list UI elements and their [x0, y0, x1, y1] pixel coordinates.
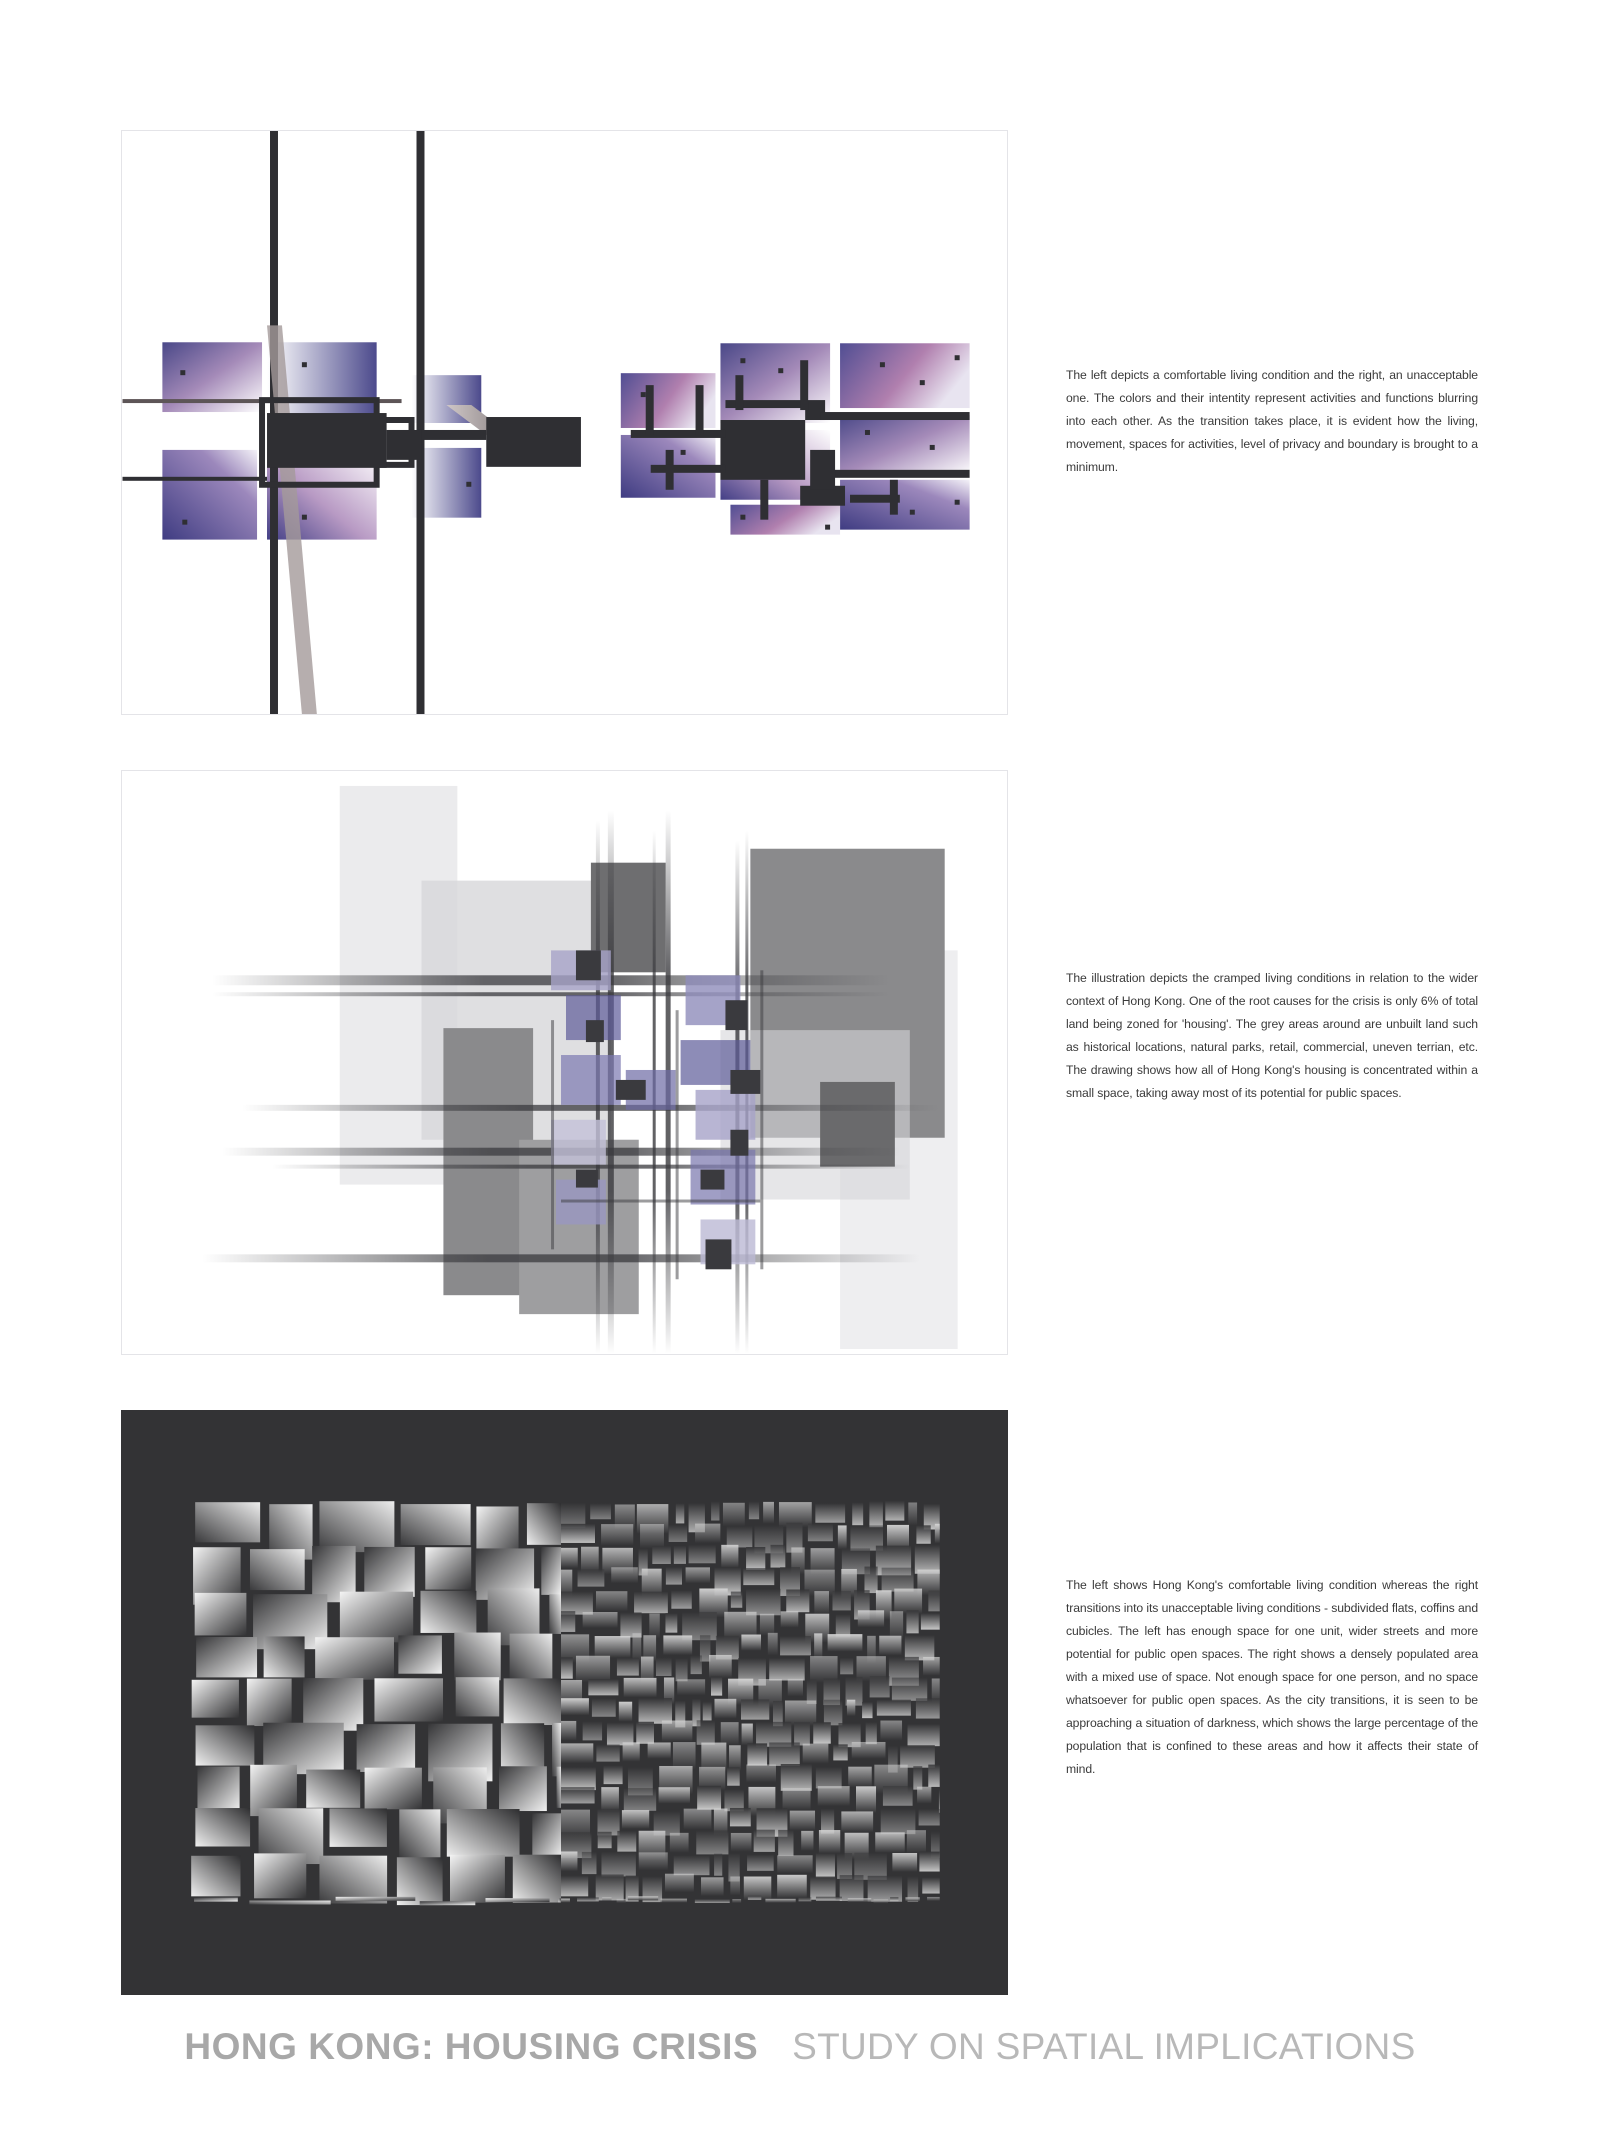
gradient-sliver: [673, 1742, 696, 1769]
gradient-sliver: [607, 1722, 634, 1745]
gradient-sliver: [583, 1721, 602, 1740]
gradient-sliver: [837, 1853, 852, 1879]
gradient-block: [485, 1898, 549, 1902]
gradient-block: [364, 1547, 414, 1597]
gradient-sliver: [583, 1612, 618, 1628]
gradient-sliver: [732, 1899, 741, 1903]
gradient-sliver: [907, 1830, 926, 1853]
gradient-sliver: [660, 1899, 687, 1903]
gradient-sliver: [596, 1875, 624, 1901]
gradient-sliver: [841, 1811, 873, 1832]
gradient-sliver: [649, 1614, 659, 1639]
gradient-block: [456, 1677, 500, 1716]
gradient-block: [191, 1856, 240, 1897]
gradient-sliver: [601, 1852, 635, 1877]
gradient-sliver: [743, 1568, 774, 1585]
circulation-paths: [123, 131, 581, 714]
gradient-block: [195, 1808, 250, 1846]
figure-3-description: The left shows Hong Kong's comfortable living condition whereas the right transitions into its unacceptable living conditions - subdivided flats, coffins and cubicles. The left has enough space for one unit, wider streets and more potential for public open spaces. The right shows a densely populated area with a mixed use of space. Not enough space for one person, and no space whatsoever for public open spaces. As the city transitions, it is seen to be approaching a situation of darkness, which shows the large percentage of the population that is confined to these areas and how it affects their state of mind.: [1066, 1578, 1478, 1776]
poster-title-main: HONG KONG: HOUSING CRISIS: [184, 2026, 759, 2067]
gradient-sliver: [697, 1720, 715, 1745]
gradient-sliver: [875, 1832, 904, 1852]
figure-density-gradient: [121, 1410, 1008, 1995]
gradient-sliver: [695, 1899, 730, 1903]
figure-hong-kong-context: [121, 770, 1008, 1355]
gradient-sliver: [596, 1744, 619, 1761]
gradient-sliver: [561, 1548, 578, 1568]
gradient-sliver: [769, 1742, 800, 1765]
gradient-sliver: [852, 1742, 886, 1759]
gradient-sliver: [582, 1852, 597, 1874]
gradient-block: [549, 1594, 561, 1634]
gradient-sliver: [833, 1744, 847, 1760]
gradient-block: [399, 1809, 440, 1858]
gradient-sliver: [561, 1524, 595, 1543]
gradient-block: [357, 1724, 415, 1772]
gradient-sliver: [858, 1610, 884, 1627]
gradient-sliver: [730, 1877, 740, 1896]
gradient-block: [254, 1853, 306, 1898]
gradient-sliver: [906, 1610, 918, 1633]
gradient-sliver: [684, 1809, 712, 1830]
gradient-sliver: [836, 1614, 850, 1637]
gradient-block: [196, 1637, 257, 1677]
gradient-sliver: [663, 1635, 692, 1655]
gradient-sliver: [561, 1611, 575, 1632]
gradient-sliver: [770, 1545, 785, 1568]
gradient-sliver: [746, 1764, 776, 1782]
gradient-sliver: [592, 1698, 616, 1717]
gradient-sliver: [874, 1899, 889, 1903]
gradient-sliver: [768, 1633, 778, 1655]
gradient-sliver: [611, 1567, 638, 1583]
gradient-block: [340, 1592, 413, 1643]
gradient-sliver: [928, 1765, 939, 1787]
gradient-sliver: [659, 1787, 690, 1803]
gradient-sliver: [561, 1851, 577, 1871]
figure-living-transition: [121, 130, 1008, 715]
gradient-sliver: [696, 1830, 728, 1854]
gradient-sliver: [798, 1897, 811, 1901]
gradient-sliver: [922, 1877, 939, 1893]
gradient-sliver: [816, 1853, 835, 1877]
gradient-sliver: [577, 1897, 599, 1901]
gradient-sliver: [674, 1546, 686, 1564]
gradient-sliver: [628, 1896, 658, 1900]
gradient-sliver: [595, 1636, 631, 1658]
gradient-sliver: [819, 1830, 840, 1853]
gradient-block: [306, 1770, 360, 1808]
gradient-sliver: [701, 1877, 724, 1896]
gradient-sliver: [808, 1524, 833, 1542]
gradient-sliver: [838, 1525, 847, 1549]
gradient-sliver: [721, 1545, 738, 1568]
gradient-sliver: [870, 1676, 890, 1697]
gradient-sliver: [669, 1525, 688, 1542]
gradient-sliver: [652, 1546, 671, 1564]
gradient-sliver: [662, 1721, 692, 1742]
gradient-sliver: [815, 1503, 845, 1523]
gradient-sliver: [777, 1855, 812, 1873]
gradient-sliver: [900, 1745, 935, 1768]
gradient-block: [319, 1856, 387, 1904]
gradient-sliver: [848, 1898, 872, 1902]
gradient-sliver: [746, 1547, 765, 1570]
gradient-sliver: [731, 1592, 742, 1608]
gradient-sliver: [729, 1745, 741, 1771]
gradient-sliver: [894, 1589, 922, 1614]
gradient-block: [499, 1766, 547, 1811]
gradient-sliver: [691, 1655, 702, 1674]
gradient-block: [195, 1593, 247, 1636]
gradient-sliver: [561, 1721, 576, 1741]
gradient-sliver: [803, 1744, 829, 1764]
gradient-sliver: [676, 1503, 684, 1523]
gradient-sliver: [727, 1526, 753, 1547]
gradient-sliver: [581, 1547, 599, 1573]
density-gradient-drawing: [122, 1411, 1007, 1994]
gradient-block: [319, 1501, 394, 1552]
gradient-sliver: [824, 1700, 842, 1726]
gradient-sliver: [619, 1702, 632, 1722]
gradient-sliver: [634, 1592, 668, 1614]
gradient-sliver: [639, 1698, 672, 1724]
gradient-sliver: [686, 1567, 710, 1583]
gradient-sliver: [862, 1702, 872, 1718]
gradient-sliver: [561, 1787, 595, 1803]
gradient-sliver: [816, 1767, 842, 1789]
gradient-sliver: [648, 1742, 671, 1758]
gradient-block: [450, 1855, 505, 1903]
gradient-sliver: [781, 1611, 799, 1627]
gradient-sliver: [840, 1875, 864, 1901]
gradient-sliver: [561, 1876, 588, 1897]
gradient-sliver: [727, 1767, 740, 1785]
gradient-sliver: [674, 1855, 710, 1875]
gradient-block: [330, 1808, 387, 1846]
gradient-block: [336, 1897, 416, 1901]
gradient-sliver: [760, 1614, 774, 1636]
gradient-sliver: [676, 1658, 688, 1681]
living-transition-drawing: [122, 131, 1007, 714]
gradient-sliver: [883, 1786, 913, 1806]
gradient-block: [420, 1901, 476, 1905]
gradient-sliver: [921, 1613, 940, 1630]
gradient-sliver: [892, 1853, 917, 1872]
gradient-block: [194, 1898, 238, 1902]
gradient-sliver: [879, 1636, 901, 1656]
figure-2-description: The illustration depicts the cramped living conditions in relation to the wider context of Hong Kong. One of the root causes for the crisis is only 6% of total land being zoned for 'housing'. The grey areas around are unbuilt land such as historical locations, natural parks, retail, commercial, uneven terrian, etc. The drawing shows how all of Hong Kong's housing is concentrated within a small space, taking away most of its potential for public spaces.: [1066, 971, 1478, 1100]
gradient-sliver: [721, 1722, 739, 1745]
gradient-sliver: [790, 1811, 815, 1831]
gradient-sliver: [622, 1810, 649, 1829]
gradient-sliver: [601, 1787, 619, 1811]
gradient-sliver: [741, 1699, 769, 1719]
gradient-block: [557, 1767, 561, 1808]
gradient-sliver: [576, 1656, 610, 1683]
gradient-sliver: [747, 1854, 774, 1870]
poster-title-subtitle: STUDY ON SPATIAL IMPLICATIONS: [792, 2026, 1416, 2067]
gradient-sliver: [561, 1767, 596, 1790]
gradient-sliver: [561, 1698, 589, 1715]
gradient-sliver: [818, 1786, 850, 1806]
gradient-block: [447, 1809, 520, 1857]
gradient-sliver: [590, 1503, 611, 1519]
gradient-sliver: [801, 1831, 813, 1851]
gradient-block: [541, 1547, 561, 1595]
gradient-sliver: [763, 1502, 774, 1524]
gradient-sliver: [908, 1724, 940, 1746]
gradient-block: [510, 1634, 553, 1679]
gradient-sliver: [908, 1502, 917, 1525]
gradient-sliver: [765, 1899, 795, 1903]
gradient-sliver: [786, 1589, 809, 1612]
gradient-sliver: [814, 1633, 822, 1658]
gradient-sliver: [711, 1677, 722, 1696]
gradient-sliver: [617, 1658, 639, 1676]
gradient-sliver: [923, 1657, 940, 1676]
gradient-sliver: [813, 1722, 831, 1743]
gradient-sliver: [821, 1809, 834, 1834]
gradient-sliver: [777, 1875, 807, 1899]
gradient-sliver: [561, 1743, 593, 1763]
gradient-sliver: [882, 1568, 914, 1592]
gradient-block: [401, 1504, 471, 1545]
gradient-sliver: [665, 1874, 694, 1893]
gradient-sliver: [665, 1613, 677, 1633]
gradient-sliver: [919, 1809, 940, 1826]
gradient-sliver: [666, 1567, 682, 1585]
gradient-sliver: [840, 1658, 853, 1675]
gradient-sliver: [617, 1899, 626, 1903]
gradient-sliver: [730, 1808, 751, 1826]
gradient-sliver: [919, 1852, 939, 1872]
context-map-drawing: [122, 771, 1007, 1354]
gradient-sliver: [852, 1502, 863, 1525]
gradient-sliver: [754, 1830, 775, 1852]
gradient-sliver: [816, 1897, 842, 1901]
gradient-block: [513, 1855, 561, 1903]
gradient-sliver: [623, 1742, 640, 1761]
gradient-sliver: [703, 1702, 712, 1721]
gradient-sliver: [677, 1679, 705, 1695]
gradient-sliver: [671, 1590, 691, 1608]
gradient-block: [374, 1678, 443, 1721]
gradient-sliver: [624, 1788, 656, 1811]
gradient-sliver: [781, 1764, 812, 1791]
gradient-sliver: [714, 1854, 722, 1876]
gradient-sliver: [892, 1678, 927, 1701]
gradient-sliver: [617, 1831, 636, 1852]
poster-title: [0, 2026, 1600, 2068]
gradient-sliver: [847, 1700, 855, 1716]
gradient-sliver: [624, 1678, 657, 1697]
gradient-sliver: [748, 1896, 761, 1900]
gradient-block: [264, 1636, 305, 1677]
gradient-sliver: [780, 1636, 811, 1655]
gradient-block: [558, 1898, 561, 1902]
gradient-sliver: [747, 1743, 767, 1765]
gradient-sliver: [783, 1788, 811, 1810]
gradient-sliver: [916, 1525, 930, 1543]
gradient-sliver: [877, 1700, 911, 1716]
gradient-sliver: [749, 1501, 759, 1519]
gradient-sliver: [604, 1765, 623, 1784]
gradient-sliver: [670, 1833, 689, 1853]
gradient-block: [420, 1591, 476, 1633]
gradient-block: [197, 1767, 239, 1812]
gradient-block: [315, 1637, 394, 1679]
gradient-sliver: [597, 1809, 619, 1836]
gradient-block: [195, 1502, 260, 1542]
gradient-sliver: [602, 1897, 611, 1901]
gradient-sliver: [778, 1830, 793, 1856]
gradient-sliver: [561, 1899, 570, 1903]
gradient-sliver: [807, 1680, 817, 1704]
gradient-block: [249, 1901, 330, 1905]
gradient-sliver: [769, 1658, 804, 1681]
gradient-sliver: [588, 1679, 618, 1695]
gradient-sliver: [741, 1635, 761, 1651]
gradient-sliver: [828, 1634, 863, 1651]
gradient-sliver: [639, 1852, 668, 1870]
figure-1-description: The left depicts a comfortable living condition and the right, an unacceptable one. The colors and their intentity represent activities and functions blurring into each other. As the transition takes place, it is evident how the living, movement, spaces for activities, level of privacy and boundary is brought to a minimum.: [1066, 368, 1478, 474]
gradient-block: [250, 1549, 305, 1590]
gradient-sliver: [711, 1501, 719, 1520]
gradient-block: [454, 1633, 500, 1681]
gradient-sliver: [578, 1569, 605, 1586]
gradient-sliver: [709, 1655, 732, 1678]
gradient-sliver: [640, 1524, 664, 1548]
gradient-sliver: [742, 1724, 753, 1746]
gradient-sliver: [917, 1787, 931, 1804]
gradient-sliver: [561, 1657, 573, 1678]
gradient-block: [527, 1503, 561, 1545]
gradient-sliver: [746, 1589, 780, 1616]
gradient-sliver: [915, 1545, 940, 1574]
gradient-sliver: [856, 1786, 876, 1813]
gradient-block: [192, 1680, 239, 1718]
gradient-sliver: [935, 1524, 940, 1543]
gradient-sliver: [636, 1722, 654, 1744]
gradient-sliver: [723, 1503, 745, 1526]
gradient-sliver: [905, 1635, 934, 1660]
gradient-sliver: [656, 1658, 672, 1676]
gradient-sliver: [928, 1590, 939, 1611]
gradient-sliver: [601, 1524, 633, 1546]
gradient-sliver: [913, 1766, 922, 1789]
gradient-sliver: [697, 1786, 721, 1810]
gradient-block: [532, 1813, 561, 1858]
gradient-sliver: [880, 1721, 902, 1741]
unbuilt-land-areas: [340, 786, 958, 1349]
gradient-sliver: [598, 1832, 612, 1848]
gradient-sliver: [885, 1501, 904, 1521]
gradient-sliver: [814, 1591, 829, 1615]
gradient-sliver: [866, 1722, 877, 1744]
gradient-block: [398, 1635, 442, 1673]
gradient-block: [247, 1679, 292, 1726]
gradient-sliver: [731, 1833, 752, 1852]
gradient-sliver: [848, 1767, 872, 1788]
gradient-sliver: [794, 1722, 810, 1745]
gradient-sliver: [689, 1545, 716, 1563]
gradient-blocks: [191, 1501, 940, 1906]
gradient-block: [504, 1678, 561, 1725]
gradient-sliver: [864, 1567, 877, 1594]
gradient-sliver: [596, 1591, 627, 1611]
gradient-sliver: [927, 1897, 940, 1901]
gradient-sliver: [832, 1591, 850, 1611]
gradient-sliver: [695, 1524, 720, 1543]
gradient-block: [425, 1547, 471, 1589]
gradient-sliver: [916, 1698, 940, 1718]
gradient-block: [196, 1725, 255, 1765]
gradient-block: [365, 1768, 422, 1810]
gradient-sliver: [869, 1501, 883, 1527]
gradient-sliver: [905, 1897, 919, 1901]
gradient-sliver: [890, 1897, 898, 1901]
gradient-sliver: [810, 1877, 835, 1900]
gradient-sliver: [788, 1679, 803, 1696]
gradient-sliver: [714, 1699, 736, 1719]
